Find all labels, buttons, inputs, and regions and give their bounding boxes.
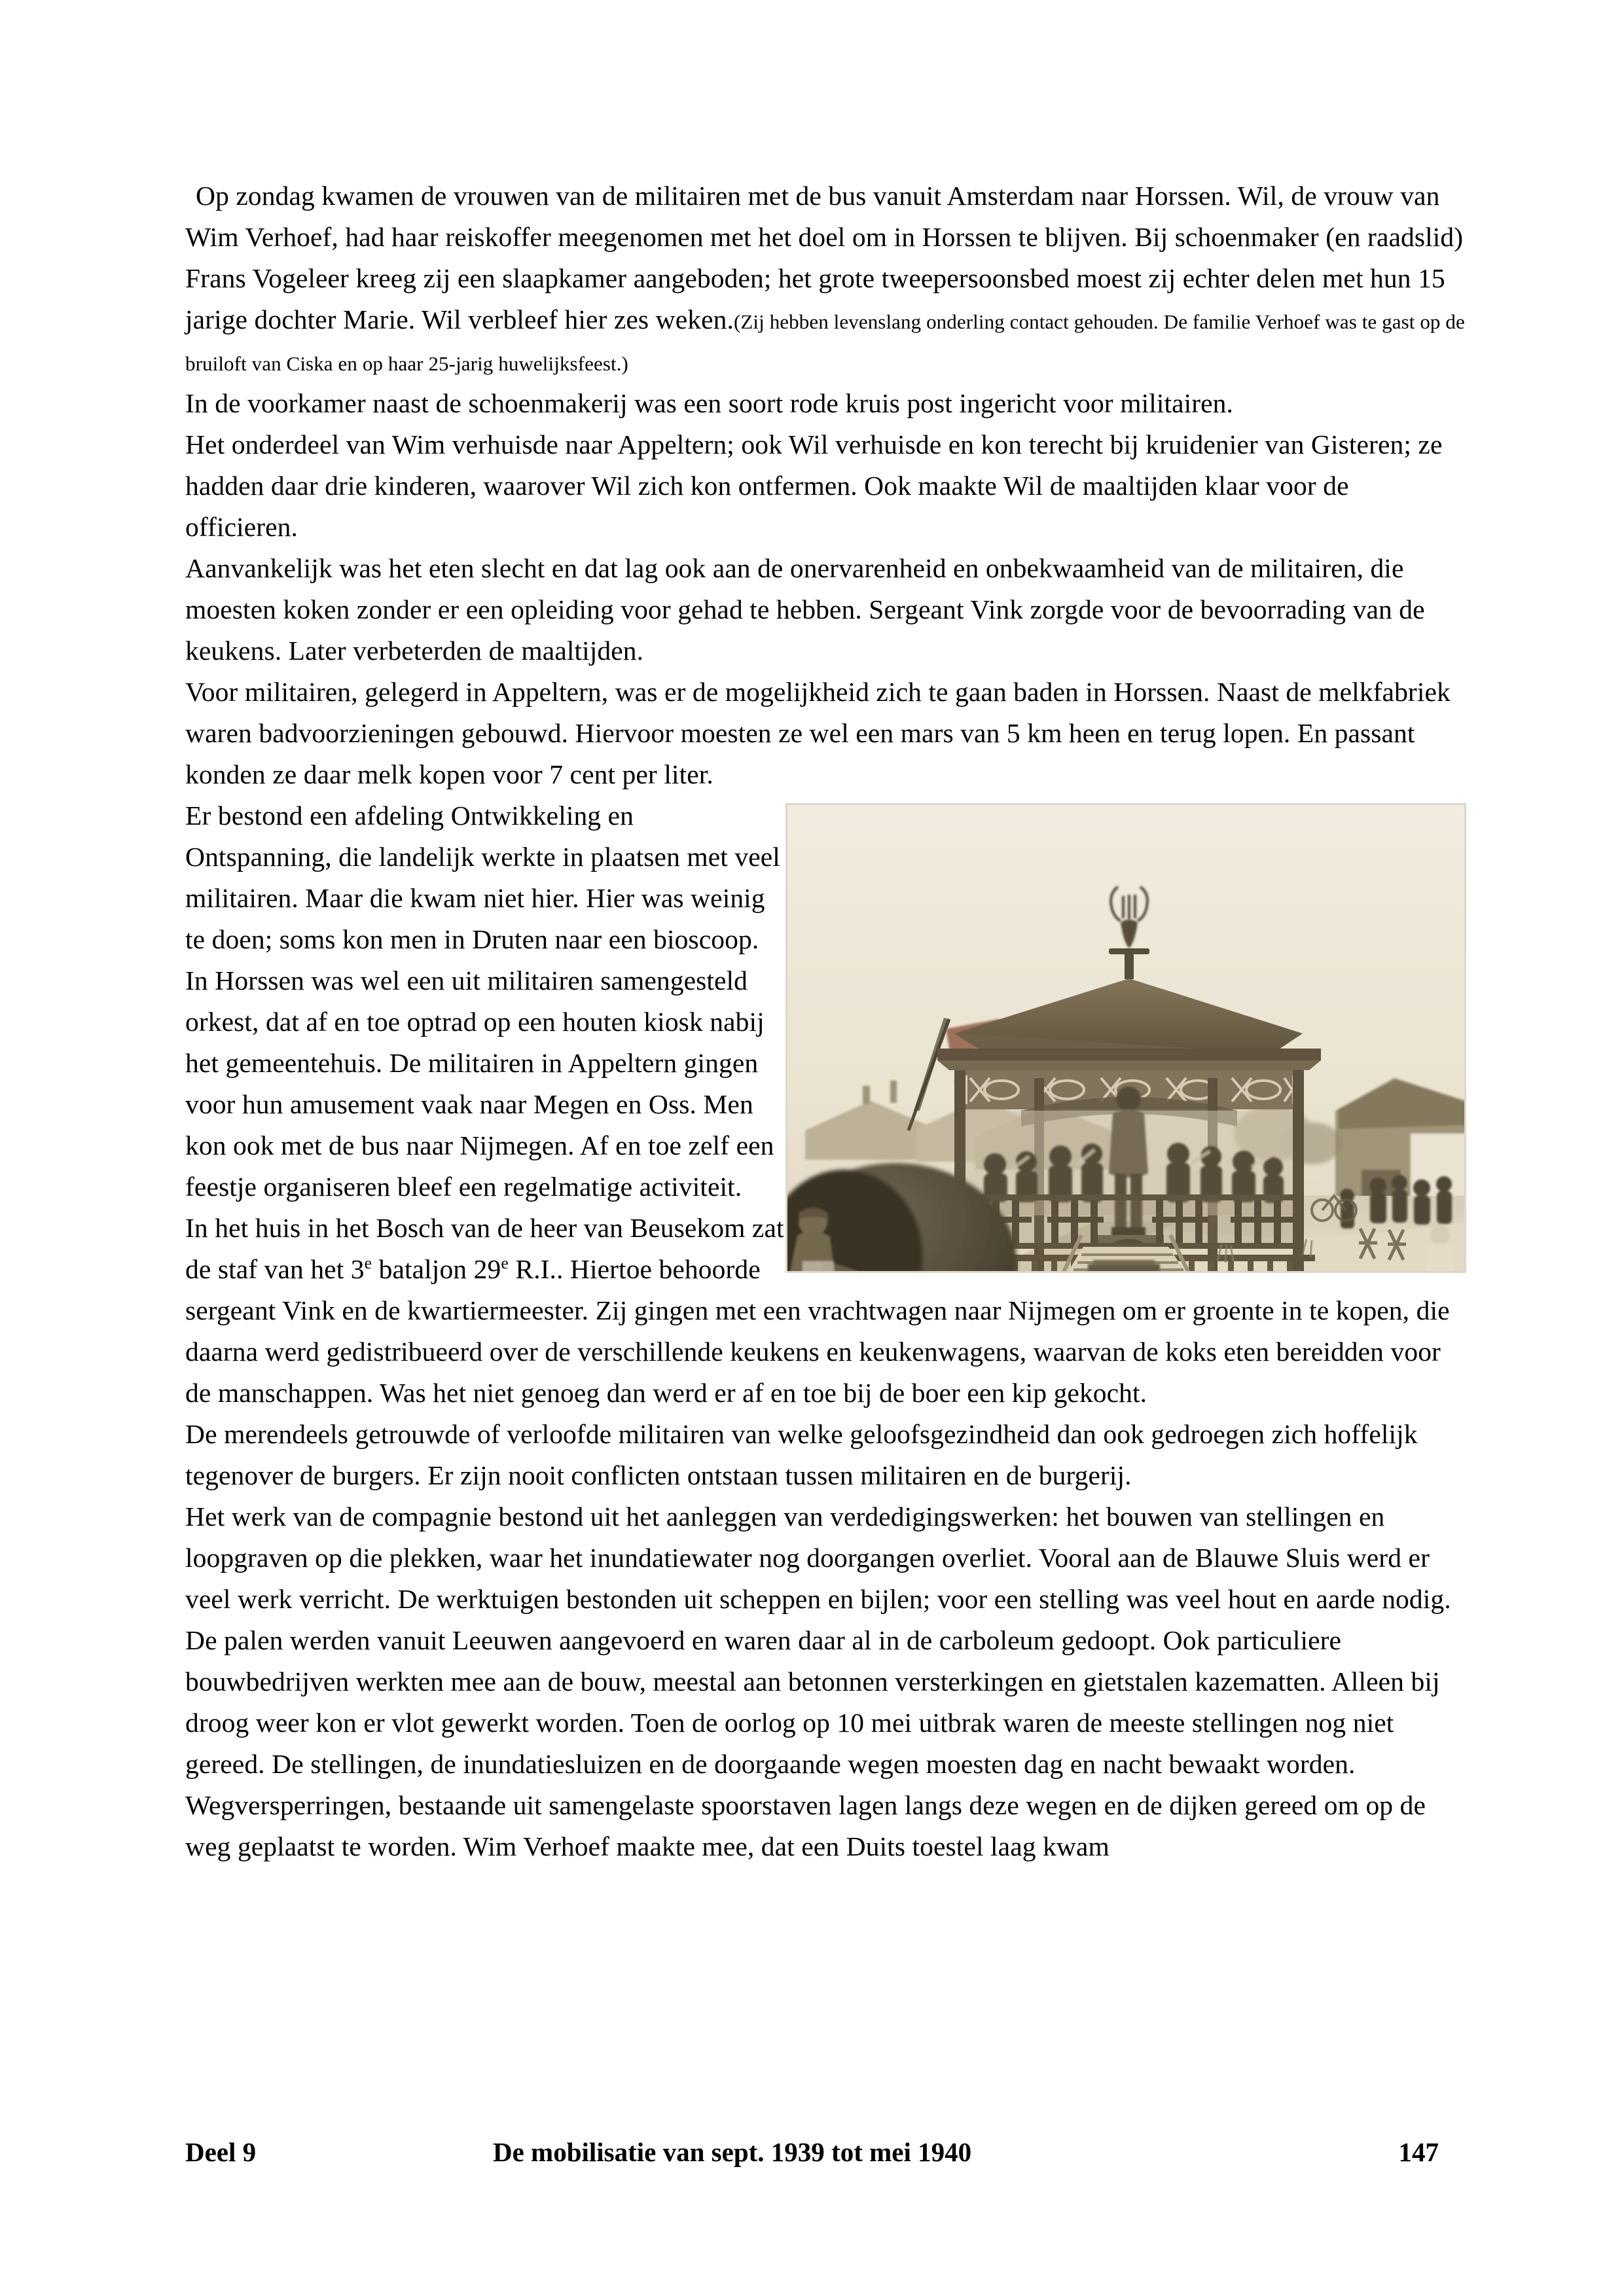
- footer-chapter-title: De mobilisatie van sept. 1939 tot mei 1940: [493, 2137, 972, 2167]
- paragraph-staf-after: R.I.. Hiertoe behoorde sergeant Vink en de kwartiermeester. Zij gingen met een vrachtwagen naar Nijmegen om er groente in te kopen, die daarna werd gedistribueerd over de verschillende keukens en keukenwagens, waarvan de koks eten bereidden voor de manschappen. Was het niet genoeg dan werd er af en toe bij de boer een kip gekocht.: [185, 1254, 1450, 1408]
- bandstand-military-orchestra-photo: [785, 803, 1466, 1273]
- footer-part-label: Deel 9: [185, 2137, 257, 2167]
- paragraph-staf-before: In het huis in het Bosch van de heer van Beusekom zat de staf van het 3: [185, 1213, 784, 1284]
- paragraph-intro: [185, 175, 1466, 383]
- photo-figure: [785, 803, 1466, 1273]
- ordinal-superscript-3e: e: [364, 1253, 372, 1273]
- ordinal-superscript-29e: e: [501, 1253, 509, 1273]
- paragraph-militairen-burgers: De merendeels getrouwde of verloofde militairen van welke geloofsgezindheid dan ook gedroegen zich hoffelijk tegenover de burgers. Er zijn nooit conflicten ontstaan tussen militairen en de burgerij.: [185, 1419, 1418, 1490]
- paragraph-intro-main: Op zondag kwamen de vrouwen van de militairen met de bus vanuit Amsterdam naar Horssen. Wil, de vrouw van Wim Verhoef, had haar reiskoffer meegenomen met het doel om in Horssen te blijven. Bij schoenmaker (en raadslid) Frans Vogeleer kreeg zij een slaapkamer aangeboden; het grote tweepersoonsbed moest zij echter delen met hun 15 jarige dochter Marie. Wil verbleef hier zes weken.: [185, 181, 1464, 334]
- page-footer: [185, 2136, 1439, 2168]
- paragraph-staf-middle: bataljon 29: [372, 1254, 501, 1284]
- paragraph-ontwikkeling-ontspanning: Er bestond een afdeling Ontwikkeling en Ontspanning, die landelijk werkte in plaatsen met veel militairen. Maar die kwam niet hier. Hier was weinig te doen; soms kon men in Druten naar een bioscoop.: [185, 800, 780, 954]
- footer-page-number: 147: [1398, 2137, 1439, 2167]
- paragraph-verdedigingswerken: Het werk van de compagnie bestond uit het aanleggen van verdedigingswerken: het bouwen van stellingen en loopgraven op die plekken, waar het inundatiewater nog doorgangen overliet. Vooral aan de Blauwe Sluis werd er veel werk verricht. De werktuigen bestonden uit scheppen en bijlen; voor een stelling was veel hout en aarde nodig. De palen werden vanuit Leeuwen aangevoerd en waren daar al in de carboleum gedoopt. Ook particuliere bouwbedrijven werkten mee aan de bouw, meestal aan betonnen versterkingen en gietstalen kazematten. Alleen bij droog weer kon er vlot gewerkt worden. Toen de oorlog op 10 mei uitbrak waren de meeste stellingen nog niet gereed. De stellingen, de inundatiesluizen en de doorgaande wegen moesten dag en nacht bewaakt worden. Wegversperringen, bestaande uit samengelaste spoorstaven lagen langs deze wegen en de dijken gereed om op de weg geplaatst te worden. Wim Verhoef maakte mee, dat een Duits toestel laag kwam: [185, 1501, 1451, 1861]
- paragraph-food-quality: Aanvankelijk was het eten slecht en dat lag ook aan de onervarenheid en onbekwaamheid van de militairen, die moesten koken zonder er een opleiding voor gehad te hebben. Sergeant Vink zorgde voor de bevoorrading van de keukens. Later verbeterden de maaltijden.: [185, 553, 1425, 666]
- paragraph-bathing-facilities: Voor militairen, gelegerd in Appeltern, was er de mogelijkheid zich te gaan baden in Horssen. Naast de melkfabriek waren badvoorzieningen gebouwd. Hiervoor moesten ze wel een mars van 5 km heen en terug lopen. En passant konden ze daar melk kopen voor 7 cent per liter.: [185, 677, 1451, 789]
- paragraph-wim-appeltern: Het onderdeel van Wim verhuisde naar Appeltern; ook Wil verhuisde en kon terecht bij kruidenier van Gisteren; ze hadden daar drie kinderen, waarover Wil zich kon ontfermen. Ook maakte Wil de maaltijden klaar voor de officieren.: [185, 429, 1443, 542]
- paragraph-orkest-kiosk: In Horssen was wel een uit militairen samengesteld orkest, dat af en toe optrad op een houten kiosk nabij het gemeentehuis. De militairen in Appeltern gingen voor hun amusement vaak naar Megen en Oss. Men kon ook met de bus naar Nijmegen. Af en toe zelf een feestje organiseren bleef een regelmatige activiteit.: [185, 965, 774, 1202]
- paragraph-red-cross-post: In de voorkamer naast de schoenmakerij was een soort rode kruis post ingericht voor militairen.: [185, 388, 1234, 418]
- paragraph-intro-note: (Zij hebben levenslang onderling contact gehouden. De familie Verhoef was te gast op de bruiloft van Ciska en op haar 25-jarig huwelijksfeest.): [185, 310, 1465, 375]
- page-content: [185, 175, 1466, 1867]
